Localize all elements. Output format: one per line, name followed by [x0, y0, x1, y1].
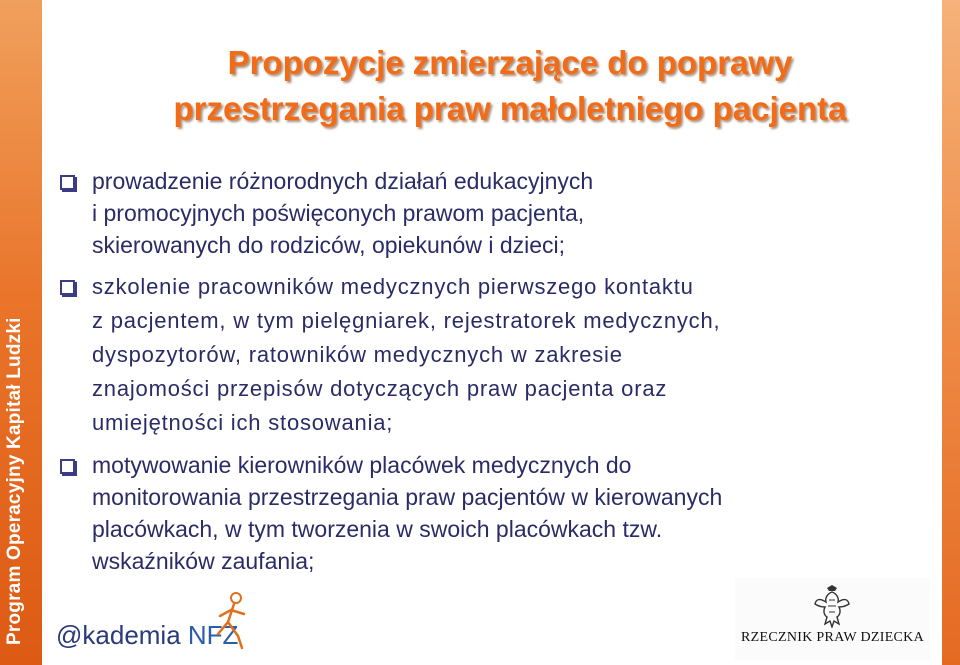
right-edge-band — [942, 0, 960, 665]
bullet-line: szkolenie pracowników medycznych pierwszego kontaktu — [92, 274, 694, 299]
title-line-1: Propozycje zmierzające do poprawy — [227, 44, 793, 81]
left-sidebar-band — [0, 0, 42, 665]
rzecznik-praw-dziecka-logo — [735, 578, 930, 660]
sidebar-program-text: Program Operacyjny Kapitał Ludzki — [4, 317, 25, 645]
bullet-line: motywowanie kierowników placówek medycznych do — [92, 452, 632, 478]
title-line-2: przestrzegania praw małoletniego pacjenta — [173, 90, 847, 127]
bullet-line: i promocyjnych poświęconych prawom pacjenta, — [92, 200, 585, 226]
rpd-wordmark: RZECZNIK PRAW DZIECKA — [740, 630, 925, 645]
bullet-line: dyspozytorów, ratowników medycznych w zakresie — [92, 342, 623, 367]
slide-title — [100, 40, 920, 132]
bullet-line: wskaźników zaufania; — [92, 548, 315, 574]
bullet-list — [60, 165, 930, 586]
bullet-line: umiejętności ich stosowania; — [92, 410, 394, 435]
bullet-line: placówkach, w tym tworzenia w swoich placówkach tzw. — [92, 516, 663, 542]
bullet-line: prowadzenie różnorodnych działań edukacyjnych — [92, 168, 594, 194]
running-figure-icon — [206, 590, 256, 650]
bullet-line: z pacjentem, w tym pielęgniarek, rejestratorek medycznych, — [92, 308, 721, 333]
akademia-suffix: NFZ — [180, 620, 239, 650]
bullet-line: monitorowania przestrzegania praw pacjentów w kierowanych — [92, 484, 723, 510]
hollow-square-bullet-icon — [60, 280, 75, 295]
akademia-prefix: @kademia — [56, 620, 181, 650]
bullet-line: skierowanych do rodziców, opiekunów i dzieci; — [92, 232, 566, 258]
hollow-square-bullet-icon — [60, 175, 75, 190]
akademia-nfz-logo — [56, 600, 256, 660]
hollow-square-bullet-icon — [60, 459, 75, 474]
eagle-emblem-icon — [813, 584, 851, 628]
bullet-line: znajomości przepisów dotyczących praw pacjenta oraz — [92, 376, 668, 401]
bullet-item-education — [60, 165, 930, 261]
bullet-item-training — [60, 270, 930, 440]
bullet-item-motivation — [60, 449, 930, 577]
